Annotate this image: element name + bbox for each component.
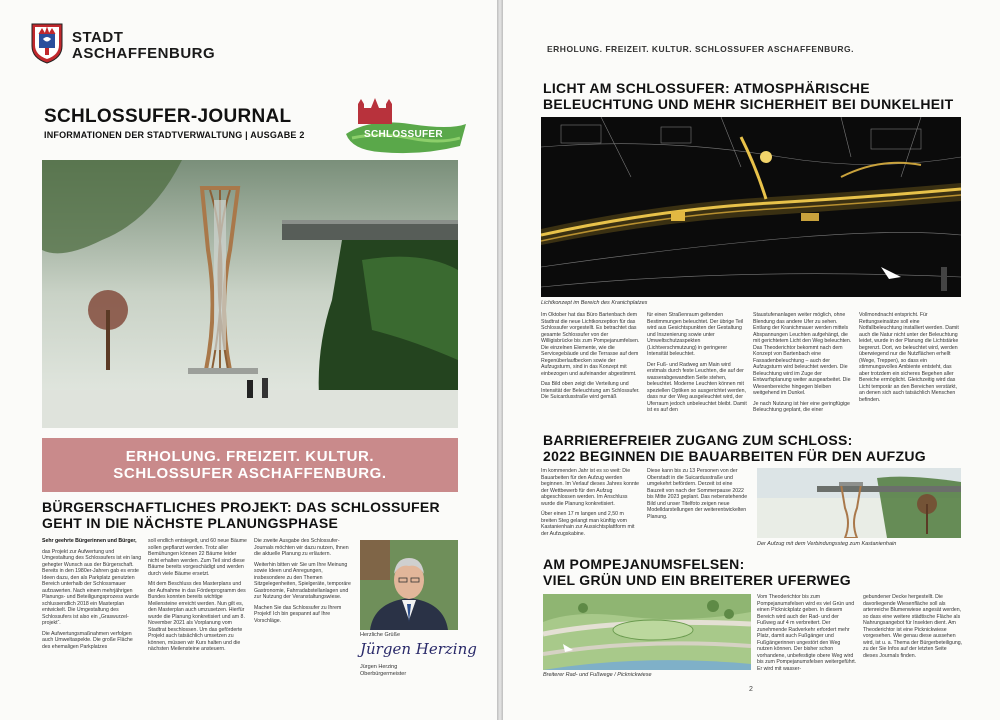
- signer-title: Oberbürgermeister: [360, 671, 407, 677]
- lighting-column-2: [647, 312, 747, 418]
- col2-paragraph: soll endlich entsiegelt, und 60 neue Bäume sollen gepflanzt werden. Trotz aller Bemühungen können 22 Bäume leider nicht erhalten werden. Zum Teil sind diese Bäume bereits vorgeschädigt und werden durch viele Bäume ersetzt.: [148, 538, 247, 577]
- elevator-col1-paragraph-2: Über einen 17 m langen und 2,50 m breiten Steg gelangt man künftig vom Kastanienhain zur Aussichtsplattform mit der Aufzugskabine.: [541, 511, 635, 537]
- mayor-portrait: [360, 540, 458, 630]
- elevator-caption: Der Aufzug mit dem Verbindungssteg zum Kastanienhain: [757, 541, 897, 547]
- lighting-col1-paragraph-2: Das Bild oben zeigt die Verteilung und Intensität der Beleuchtung am Schlossufer. Die Suicardusstraße wird gemäß: [541, 381, 640, 400]
- lighting-column-4: [859, 312, 963, 407]
- city-name-line1: STADT: [72, 29, 124, 46]
- left-page: [0, 0, 497, 720]
- salutation: Sehr geehrte Bürgerinnen und Bürger,: [42, 538, 137, 544]
- greeting: Herzliche Grüße: [360, 632, 401, 638]
- city-name-line2: ASCHAFFENBURG: [72, 45, 216, 62]
- pompejanum-headline: [543, 556, 983, 588]
- pompejanum-col2-paragraph: gebundener Decke hergestellt. Die davorliegende Wiesenfläche soll als artenreiche Blumenwiese angesät werden, so dass eine weitere städtische Fläche als Nahrungsangebot für Insekten dient. Am Theoderichtor ist eine Picknickwiese vorgesehen. Wie genau diese aussehen wird, ist u. a. Thema der Bürgerbeteiligung, zu der Sie Infos auf der letzten Seite dieses Journals finden.: [863, 594, 963, 659]
- col2-paragraph-2: Mit dem Beschluss des Masterplans und der Aufnahme in das Förderprogramm des Bundes konnten bereits wichtige Meilensteine erreicht werden. Nun gilt es, den Masterplan auch umzusetzen. Hierfür wurde die Planung konkretisiert und am 8. November 2021 als Vorplanung vom Stadtrat beschlossen. Um das geförderte Projekt auch tatsächlich umsetzen zu können, müssen wir Kurs halten und die nächsten Meilensteine ansteuern.: [148, 581, 246, 652]
- journal-subtitle: INFORMATIONEN DER STADTVERWALTUNG | AUSGABE 2: [44, 130, 305, 140]
- headline-line2: GEHT IN DIE NÄCHSTE PLANUNGSPHASE: [42, 515, 339, 531]
- col1-paragraph-2: Die Aufwertungsmaßnahmen verfolgen auch Umweltaspekte. Die große Fläche des ehemaligen Parkplatzes: [42, 630, 133, 650]
- col3-paragraph-2: Weiterhin bitten wir Sie um Ihre Meinung sowie Ideen und Anregungen, insbesondere zu den Themen Sitzgelegenheiten, Spielgeräte, temporäre Gastronomie, Fahrradabstellanlagen und zur Nutzung der Veranstaltungswiese.: [254, 561, 351, 600]
- running-head: ERHOLUNG. FREIZEIT. KULTUR. SCHLOSSUFER ASCHAFFENBURG.: [547, 44, 855, 54]
- lighting-headline-line2: BELEUCHTUNG UND MEHR SICHERHEIT BEI DUNKELHEIT: [543, 96, 954, 112]
- city-name: [72, 30, 215, 62]
- lighting-col2-paragraph: für einen Straßenraum geltenden Bestimmungen beleuchtet. Der übrige Teil wird aus Gesichtspunkten der Gestaltung und Inszenierung sowie unter Umweltschutzaspekten (Lichtverschmutzung) in geringerer Intensität beleuchtet.: [647, 312, 744, 357]
- signer-name: Jürgen Herzing: [360, 664, 398, 670]
- pompejanum-col1-paragraph: Vom Theoderichtor bis zum Pompejanumsfelsen wird es viel Grün und einen Picknickplatz geben. In diesem Bereich wird auch der Rad- und der Fußweg auf 4 m verbreitert. Der zunehmende Radverkehr erfordert mehr Platz, damit auch Fußgänger und Fußgängerinnen ungestört den Weg nutzen können. Der bisher schon vorhandene, unbefestigte obere Weg wird bis zum Pompejanumsfelsen weitergeführt. Er wird mit wasser-: [757, 594, 857, 672]
- elevator-col2-paragraph: Diese kann bis zu 13 Personen von der Oberstadt in die Suicardusstraße und umgekehrt befördern. Derzeit ist eine Bauzeit von nach der Sommerpause 2022 bis Mitte 2023 geplant. Das nebenstehende Bild und unser Titelfoto zeigen neue Modelldarstellungen der weiterentwickelten Planung.: [647, 468, 748, 520]
- lighting-column-1: [541, 312, 641, 405]
- map-caption: Lichtkonzept im Bereich des Kranichplatzes: [541, 300, 648, 306]
- article-headline: [42, 499, 462, 531]
- pompejanum-headline-line2: VIEL GRÜN UND EIN BREITERER UFERWEG: [543, 572, 851, 588]
- slogan-banner: [42, 438, 458, 492]
- lighting-col1-paragraph: Im Oktober hat das Büro Bartenbach dem Stadtrat die neue Lichtkonzeption für das Schlossufer vorgestellt. Es betrachtet das gesamte Schlossufer von der Willigisbrücke bis zum Pompejanumfelsen. Die einzelnen Elemente, wie die Servicegebäude und die Terrasse auf dem Regenüberlaufbecken sowie der Aufzugsturm, sind in das Konzept mit einbezogen und aufeinander abgestimmt.: [541, 312, 640, 377]
- article-column-1: [42, 538, 142, 654]
- right-page: [503, 0, 1000, 720]
- elevator-headline: [543, 432, 983, 464]
- signature: Jürgen Herzing: [360, 640, 477, 658]
- pompejanum-column-1: [757, 594, 857, 676]
- col1-paragraph: das Projekt zur Aufwertung und Umgestaltung des Schlossufers ist ein lang gehegter Wunsch aus der Bürgerschaft. Bereits in den 1980er-Jahren gab es erste Ideen dazu, den als Parkplatz genutzten Bereich unterhalb der Schlossmauer aufzuwerten. Nach einem mehrjährigen Planungs- und Beteiligungsprozess wurde schlussendlich 2018 ein Masterplan entwickelt. Die Umgestaltung des Schlossufers ist also ein „Graswurzel-projekt“.: [42, 548, 142, 626]
- lighting-headline: [543, 80, 983, 112]
- lighting-concept-map: [541, 117, 961, 297]
- lighting-column-3: [753, 312, 853, 418]
- banner-line2: SCHLOSSUFER ASCHAFFENBURG.: [113, 465, 387, 482]
- lighting-col4-paragraph: Vollmondnacht entspricht. Für Rettungseinsätze soll eine Notfallbeleuchtung installiert werden. Damit auch die Natur nicht unter der Beleuchtung leidet, wurde in der Planung die Lichtstärke begrenzt. Dort, wo beleuchtet wird, werden überwiegend nur die Nutzflächen erhellt (Wege, Treppen), so dass ein stimmungsvolles Ambiente entsteht, das aber trotzdem ein sicheres Begehen aller Bereiche ermöglicht. Gleichzeitig wird das Licht temporär an den Bereichen verstärkt, an denen sich auch tatsächlich Menschen befinden.: [859, 312, 959, 403]
- col3-paragraph-3: Machen Sie das Schlossufer zu Ihrem Projekt! Ich bin gespannt auf Ihre Vorschläge.: [254, 604, 342, 624]
- article-column-2: [148, 538, 248, 657]
- lighting-col3-paragraph: Staustufenanlagen weiter möglich, ohne Blendung das andere Ufer zu sehen. Entlang der Kranichmauer werden mittels Abspannungen Leuchten aufgehängt, die mit gerichtetem Licht den Weg beleuchten. Das Theoderichtor bekommt nach dem Konzept von Bartenbach eine Fassadenbeleuchtung – auch der Aufzugsturm wird beleuchtet werden. Die Beleuchtung wird im Zuge der Entwurfsplanung weiter ausgearbeitet. Die Wiesenbereiche hingegen bleiben weitgehend im Dunkel.: [753, 312, 852, 396]
- pompejanum-column-2: [863, 594, 963, 663]
- elevator-image: [757, 468, 961, 538]
- banner-line1: ERHOLUNG. FREIZEIT. KULTUR.: [125, 448, 375, 465]
- elevator-col1-paragraph: Im kommenden Jahr ist es so weit: Die Bauarbeiten für den Aufzug werden beginnen. Im Verlauf dieses Jahres konnte der Wettbewerb für den Aufzug abgeschlossen werden. Im Anschluss wurde die Planung konkretisiert.: [541, 468, 640, 507]
- elevator-headline-line1: BARRIEREFREIER ZUGANG ZUM SCHLOSS:: [543, 432, 853, 448]
- lighting-headline-line1: LICHT AM SCHLOSSUFER: ATMOSPHÄRISCHE: [543, 80, 870, 96]
- lighting-col3-paragraph-2: Je nach Nutzung ist hier eine geringfügige Beleuchtung geplant, die einer: [753, 400, 850, 413]
- plan-caption: Breiterer Rad- und Fußwege / Picknickwiese: [543, 672, 652, 678]
- city-crest-icon: [30, 22, 64, 64]
- page-number: 2: [749, 686, 753, 693]
- pompejanum-plan: [543, 594, 751, 670]
- logo-text: SCHLOSSUFER: [364, 129, 443, 140]
- headline-line1: BÜRGERSCHAFTLICHES PROJEKT: DAS SCHLOSSUFER: [42, 499, 440, 515]
- lighting-col2-paragraph-2: Der Fuß- und Radweg am Main wird erstmals durch feste Leuchten, die auf der wasserabgewandten Seite stehen, beleuchtet. Moderne Leuchten können mit speziellen Optiken so ausgerichtet werden, dass nur der Weg ausgeleuchtet wird, der Uferraum jedoch unbeleuchtet bleibt. Damit ist es auf den: [647, 361, 747, 413]
- col3-paragraph: Die zweite Ausgabe des Schlossufer-Journals möchten wir dazu nutzen, Ihnen die aktuelle Planung zu erläutern.: [254, 538, 349, 557]
- elevator-column-1: [541, 468, 641, 541]
- article-column-3: [254, 538, 354, 628]
- signer: [360, 664, 406, 678]
- pompejanum-headline-line1: AM POMPEJANUMSFELSEN:: [543, 556, 745, 572]
- elevator-headline-line2: 2022 BEGINNEN DIE BAUARBEITEN FÜR DEN AUFZUG: [543, 448, 926, 464]
- journal-title: SCHLOSSUFER-JOURNAL: [44, 106, 292, 127]
- schlossufer-logo: [340, 94, 470, 160]
- hero-image-aufzugsturm: [42, 160, 458, 428]
- elevator-column-2: [647, 468, 751, 524]
